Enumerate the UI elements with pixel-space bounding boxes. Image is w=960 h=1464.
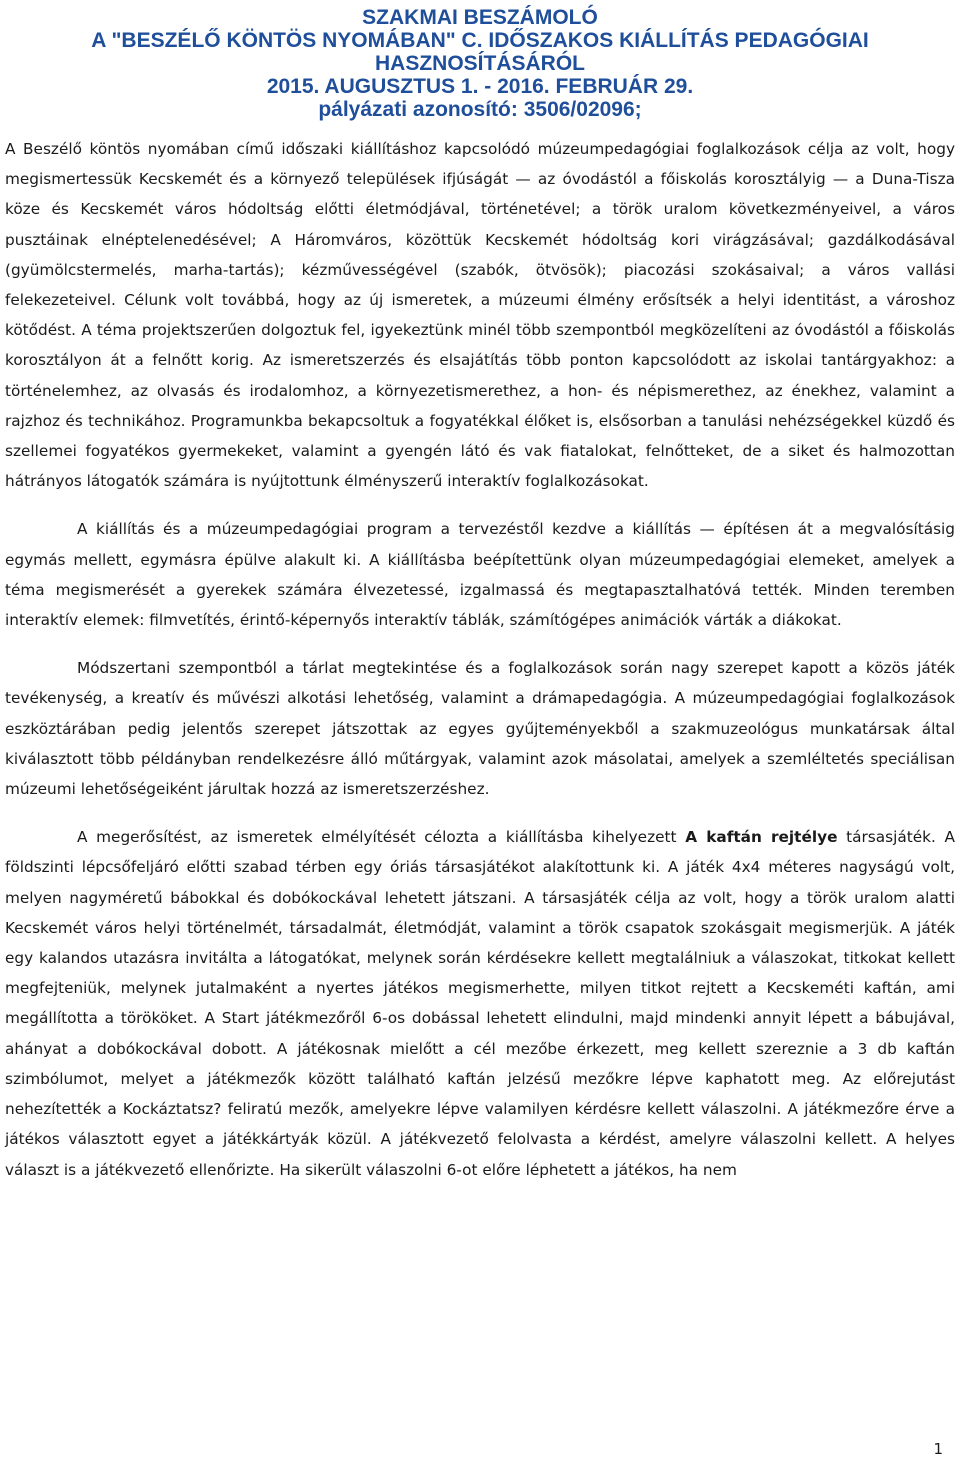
page-number: 1 (933, 1440, 943, 1458)
paragraph-4-intro: A megerősítést, az ismeretek elmélyítését célozta a kiállításba kihelyezett (77, 828, 686, 847)
header-subtitle: A "BESZÉLŐ KÖNTÖS NYOMÁBAN" C. IDŐSZAKOS KIÁLLÍTÁS PEDAGÓGIAI (91, 29, 869, 52)
paragraph-1: A Beszélő köntös nyomában című időszaki kiállításhoz kapcsolódó múzeumpedagógiai foglalkozások célja az volt, hogy megismertessük Kecskemét és a környező települések ifjúságát — az óvodástól a főiskolás korosztályig — a Duna-Tisza köze és Kecskemét város hódoltság előtti életmódjával, történetével; a török uralom következményeivel, a város pusztáinak elnéptelenedésével; A Háromváros, közöttük Kecskemét hódoltság kori virágzásával; gazdálkodásával (gyümölcstermelés, marha-tartás); kézművességével (szabók, ötvösök); piacozási szokásaival; a város vallási felekezeteivel. Célunk volt továbbá, hogy az új ismeretek, a múzeumi élmény erősítsék a helyi identitást, a városhoz kötődést. A téma projektszerűen dolgoztuk fel, igyekeztünk minél több szempontból megközelíteni az óvodástól a főiskolás korosztályon át a felnőtt korig. Az ismeretszerzés és elsajátítás több ponton kapcsolódott az iskolai tantárgyakhoz: a történelemhez, az olvasás és irodalomhoz, a környezetismerethez, a hon- és népismerethez, az énekhez, valamint a rajzhoz és technikához. Programunkba bekapcsoltuk a fogyatékkal élőket is, elsősorban a tanulási nehézségekkel küzdő és szellemei fogyatékos gyermekeket, valamint a gyengén látó és vak fiatalokat, felnőtteket, de a siket és halmozottan hátrányos látogatók számára is nyújtottunk élményszerű interaktív foglalkozásokat. (5, 140, 955, 491)
paragraph-3: Módszertani szempontból a tárlat megtekintése és a foglalkozások során nagy szerepet kapott a közös játék tevékenység, a kreatív és művészi alkotási lehetőség, valamint a drámapedagógia. A múzeumpedagógiai foglalkozások eszköztárában pedig jelentős szerepet játszottak az egyes gyűjteményekből a szakmuzeológus munkatársak által kiválasztott több példányban rendelkezésre álló műtárgyak, valamint azok másolatai, amelyek a szemléltetés speciálisan múzeumi lehetőségeiként járultak hozzá az ismeretszerzéshez. (5, 659, 955, 799)
document-page (5, 0, 955, 1464)
game-title: A kaftán rejtélye (685, 828, 838, 847)
header-date-range: 2015. AUGUSZTUS 1. - 2016. FEBRUÁR 29. (266, 75, 694, 98)
header-application-id: pályázati azonosító: 3506/02096; (318, 98, 642, 121)
paragraph-4 (5, 822, 955, 1184)
paragraph-4-body: társasjáték. A földszinti lépcsőfeljáró előtti szabad térben egy óriás társasjátékot alakítottunk ki. A játék 4x4 méteres nagyságú volt, melyen nagyméretű bábokkal és dobókockával lehetett játszani. A társasjáték célja az volt, hogy a török uralom alatti Kecskemét város helyi történelmét, társadalmát, életmódját, valamint a török csapatok szokásgait megismerjük. A játék egy kalandos utazásra invitálta a látogatókat, melynek során kérdésekre kellett megtalálniuk a válaszokat, titkokat kellett megfejteniük, melynek jutalmaként a nyertes játékos megismerhette, milyen titkot rejtett a Kecskeméti kaftán, ami megállította a törököket. A Start játékmezőről 6-os dobással lehetett elindulni, majd mindenki annyit lépett a bábujával, ahányat a dobókockával dobott. A játékosnak mielőtt a cél mezőbe érkezett, meg kellett szereznie a 3 db kaftán szimbólumot, melyet a játékmezők között található kaftán jelzésű mezőkre lépve kaphatott meg. Az előrejutást nehezítették a Kockáztatsz? feliratú mezők, amelyekre lépve valamilyen kérdésre kellett válaszolni. A játékmezőre érve a játékos választott egyet a játékkártyák közül. A játékvezető felolvasta a kérdést, amelyre válaszolni kellett. A helyes választ is a játékvezető ellenőrizte. Ha sikerült válaszolni 6-ot előre léphetett a játékos, ha nem (5, 828, 955, 1179)
header-title: SZAKMAI BESZÁMOLÓ (362, 6, 598, 29)
document-header (5, 0, 955, 121)
paragraph-2: A kiállítás és a múzeumpedagógiai program a tervezéstől kezdve a kiállítás — építésen át a megvalósításig egymás mellett, egymásra épülve alakult ki. A kiállításba beépítettünk olyan múzeumpedagógiai elemeket, amelyek a téma megismerését a gyerekek számára élvezetessé, izgalmassá és megtapasztalhatóvá tették. Minden teremben interaktív elemek: filmvetítés, érintő-képernyős interaktív táblák, számítógépes animációk várták a diákokat. (5, 520, 955, 630)
document-body (5, 134, 955, 1185)
header-subtitle-cont: HASZNOSÍTÁSÁRÓL (375, 52, 585, 75)
